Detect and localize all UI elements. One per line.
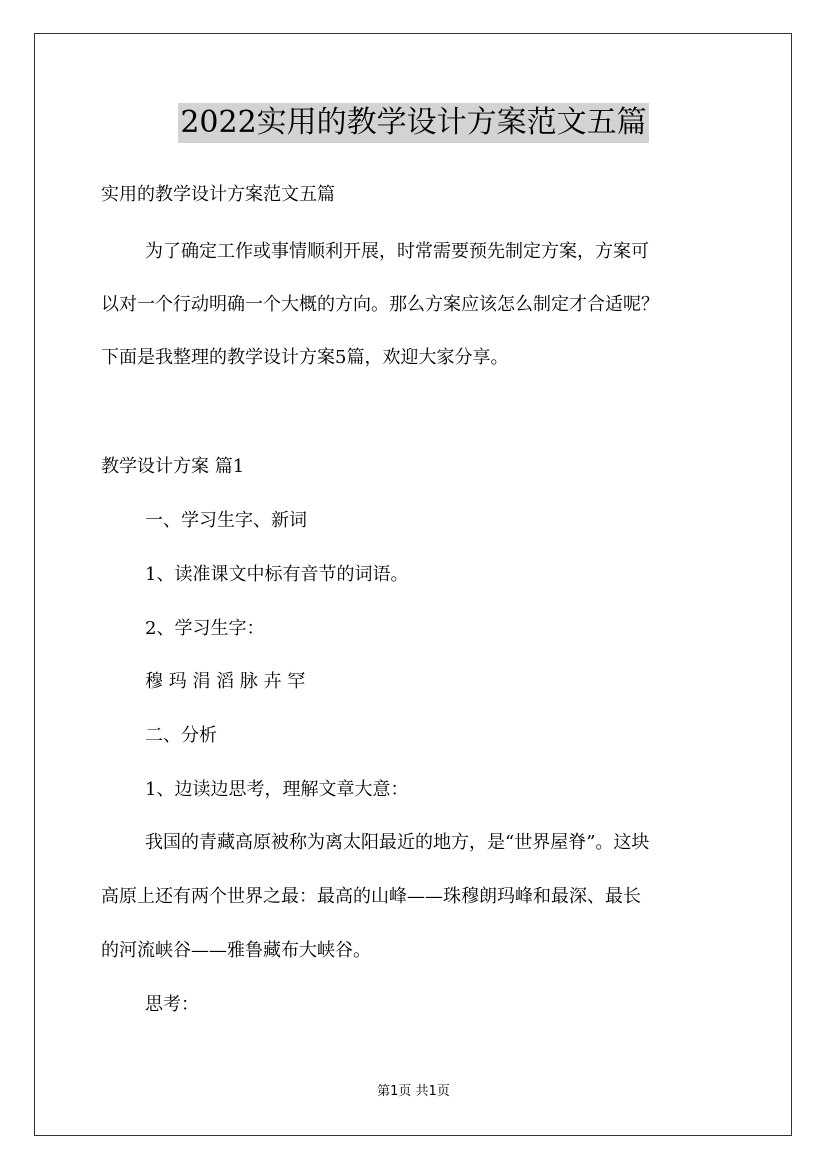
- step-one: 1、读准课文中标有音节的词语。: [145, 564, 409, 585]
- intro-line-1: 为了确定工作或事情顺利开展，时常需要预先制定方案，方案可: [145, 241, 649, 262]
- document-title: 2022实用的教学设计方案范文五篇: [178, 103, 648, 143]
- character-list: 穆 玛 涓 滔 脉 卉 罕: [145, 671, 306, 692]
- paragraph-line-2: 高原上还有两个世界之最：最高的山峰——珠穆朗玛峰和最深、最长: [101, 886, 641, 907]
- intro-line-2: 以对一个行动明确一个大概的方向。那么方案应该怎么制定才合适呢？: [101, 294, 659, 315]
- section-heading: 教学设计方案 篇1: [101, 456, 245, 477]
- paragraph-line-3: 的河流峡谷——雅鲁藏布大峡谷。: [101, 940, 371, 961]
- step-two: 2、学习生字：: [145, 618, 265, 639]
- paragraph-line-1: 我国的青藏高原被称为离太阳最近的地方，是“世界屋脊”。这块: [145, 832, 650, 853]
- think-label: 思考：: [145, 994, 199, 1015]
- part-two-heading: 二、分析: [145, 725, 217, 746]
- intro-line-3: 下面是我整理的教学设计方案5篇，欢迎大家分享。: [101, 347, 509, 368]
- part-one-heading: 一、学习生字、新词: [145, 510, 307, 531]
- document-subtitle: 实用的教学设计方案范文五篇: [101, 184, 335, 205]
- page-footer: 第1页 共1页: [377, 1084, 450, 1099]
- title-container: [0, 103, 827, 143]
- step-three: 1、边读边思考，理解文章大意：: [145, 779, 409, 800]
